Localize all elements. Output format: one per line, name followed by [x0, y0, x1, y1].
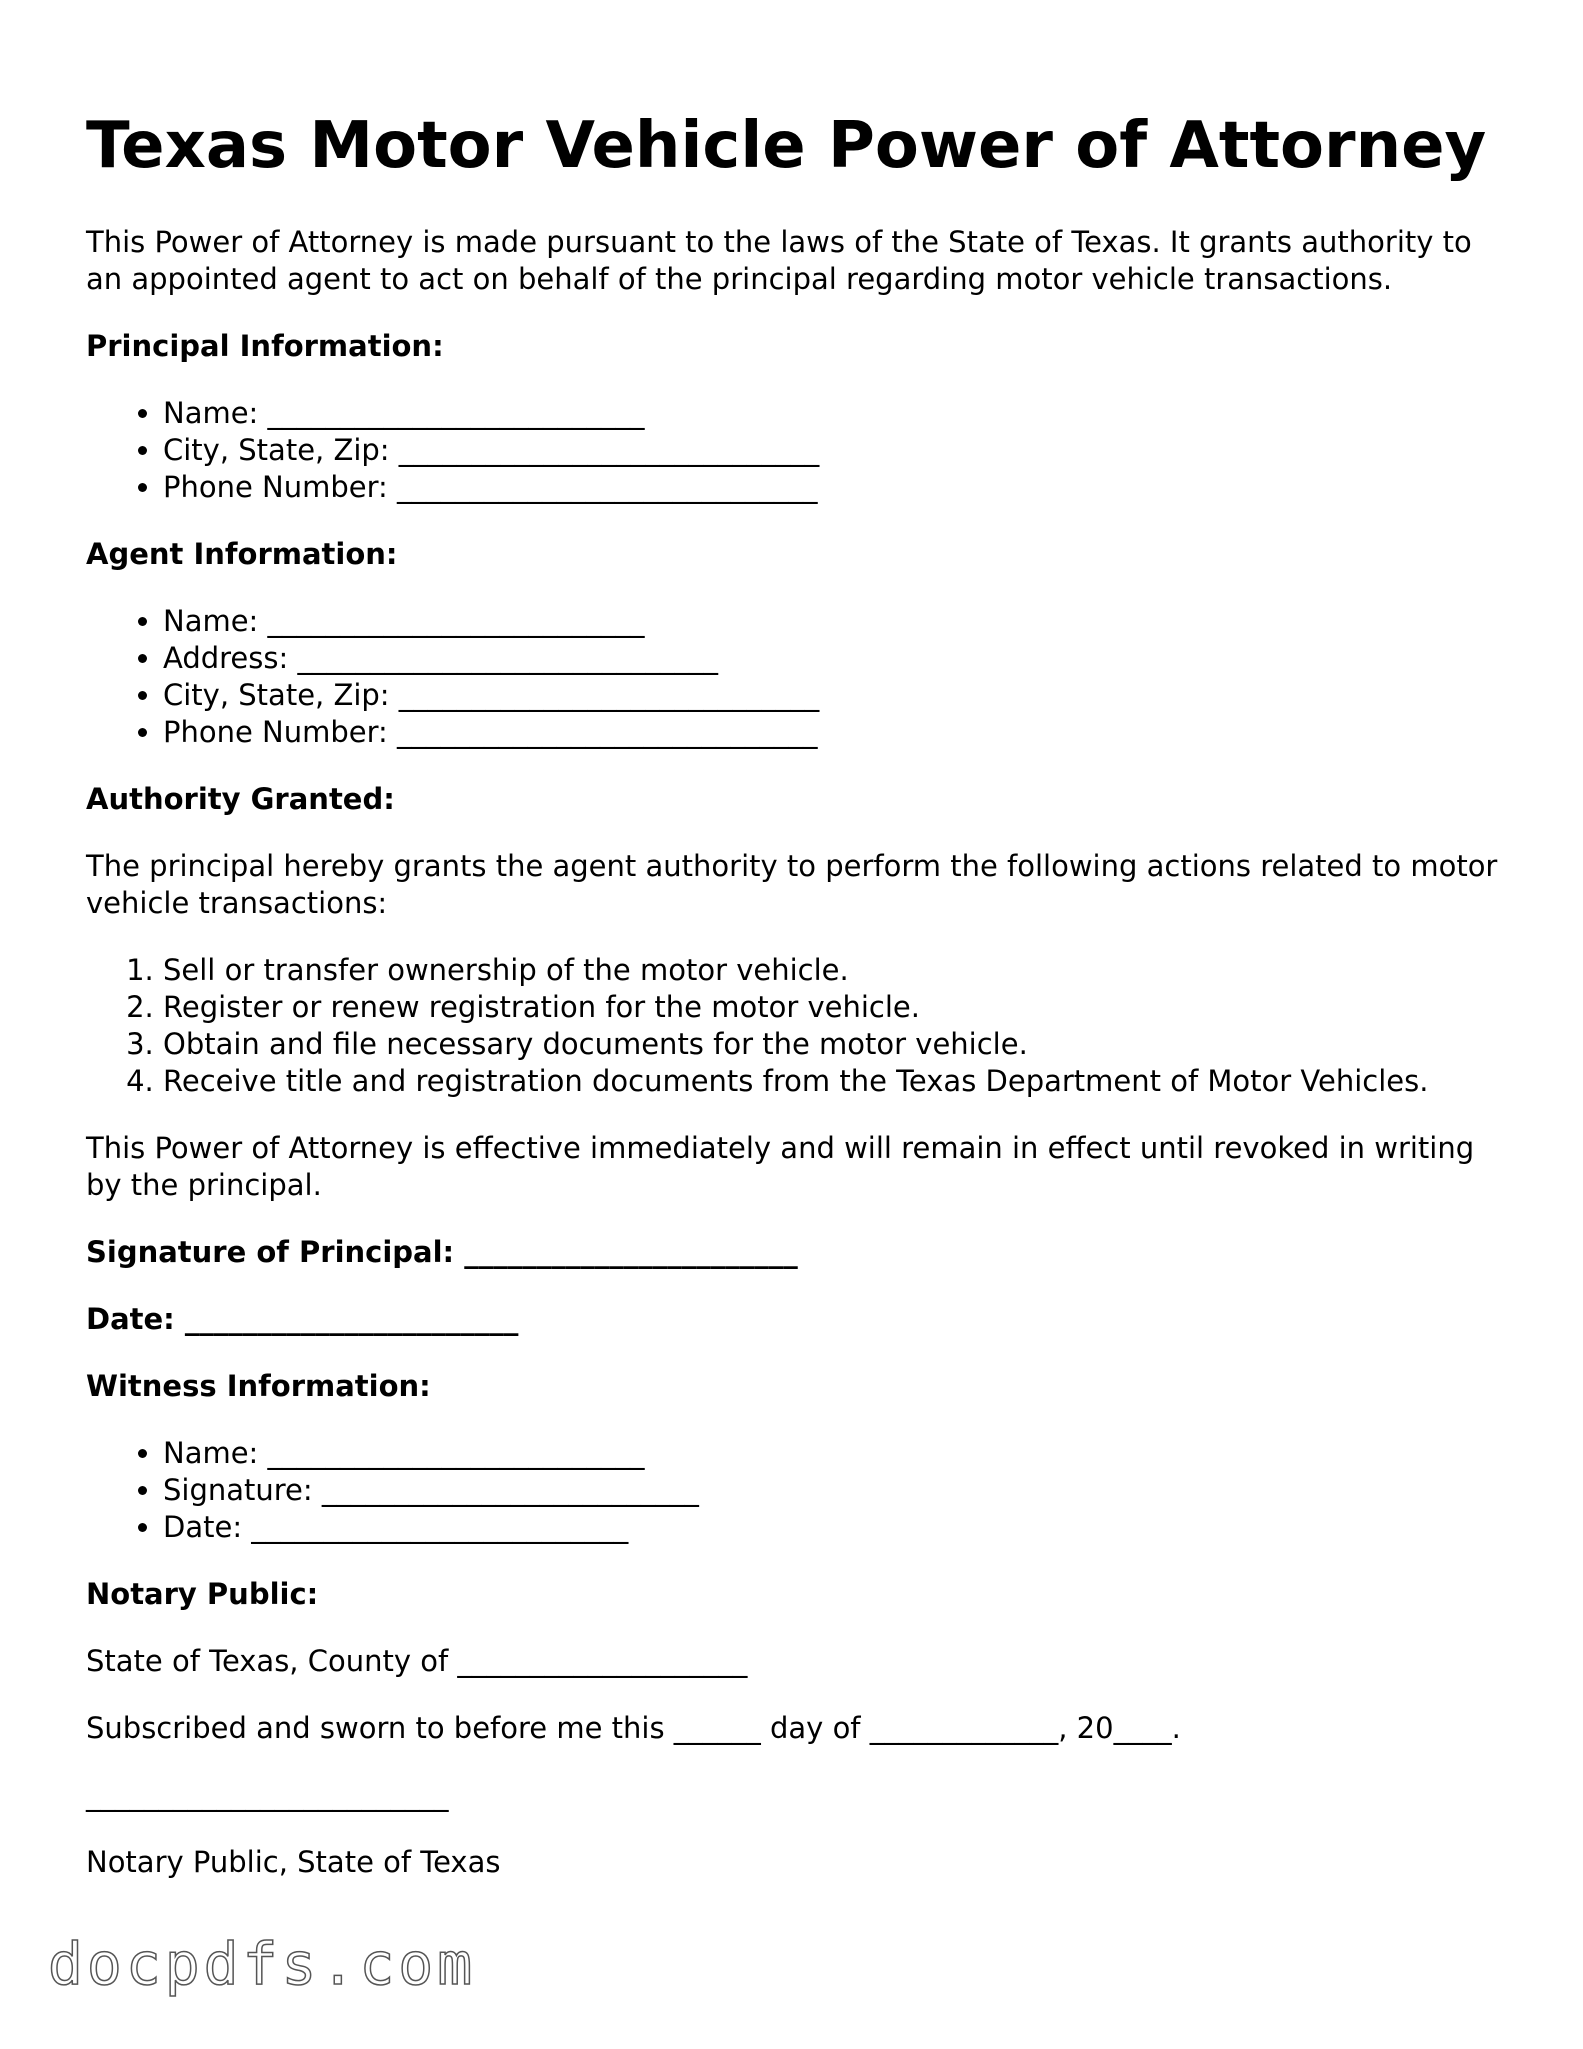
agent-heading: Agent Information: — [86, 536, 398, 571]
authority-heading: Authority Granted: — [86, 781, 395, 816]
principal-phone-field[interactable]: • Phone Number: _____________________________ — [163, 469, 1506, 506]
witness-list — [86, 1435, 1506, 1546]
principal-signature-row — [86, 1234, 1506, 1271]
signature-date-label: Date: — [86, 1301, 175, 1336]
witness-signature-field[interactable]: • Signature: __________________________ — [163, 1472, 1506, 1509]
signature-date-field[interactable]: _______________________ — [184, 1301, 519, 1336]
notary-sworn-field[interactable]: Subscribed and sworn to before me this ______ day of _____________, 20____. — [86, 1710, 1181, 1745]
agent-list — [86, 603, 1506, 751]
notary-county-field[interactable]: State of Texas, County of ____________________ — [86, 1643, 748, 1678]
list-item: 1. Sell or transfer ownership of the motor vehicle. — [163, 952, 1506, 989]
authority-list — [86, 952, 1506, 1100]
principal-heading: Principal Information: — [86, 328, 444, 363]
witness-heading: Witness Information: — [86, 1368, 431, 1403]
intro-paragraph: This Power of Attorney is made pursuant to the laws of the State of Texas. It grants authority to an appointed agent to act on behalf of the principal regarding motor vehicle transactions. — [86, 224, 1472, 296]
principal-city-field[interactable]: • City, State, Zip: _____________________________ — [163, 432, 1506, 469]
agent-name-field[interactable]: • Name: __________________________ — [163, 603, 1506, 640]
notary-caption: Notary Public, State of Texas — [86, 1844, 501, 1879]
notary-signature-field[interactable]: _________________________ — [86, 1777, 449, 1812]
authority-intro: The principal hereby grants the agent authority to perform the following actions related to motor vehicle transactions: — [86, 848, 1498, 920]
agent-address-field[interactable]: • Address: _____________________________ — [163, 640, 1506, 677]
principal-name-field[interactable]: • Name: __________________________ — [163, 395, 1506, 432]
watermark: docpdfs.com — [48, 1930, 477, 1998]
notary-heading: Notary Public: — [86, 1576, 319, 1611]
effective-paragraph: This Power of Attorney is effective immediately and will remain in effect until revoked in writing by the principal. — [86, 1130, 1475, 1202]
agent-phone-field[interactable]: • Phone Number: _____________________________ — [163, 714, 1506, 751]
principal-signature-field[interactable]: _______________________ — [464, 1234, 798, 1269]
principal-list — [86, 395, 1506, 506]
signature-date-row — [86, 1301, 1506, 1338]
list-item: 3. Obtain and file necessary documents for the motor vehicle. — [163, 1026, 1506, 1063]
list-item: 4. Receive title and registration documents from the Texas Department of Motor Vehicles. — [163, 1063, 1506, 1100]
document-title: Texas Motor Vehicle Power of Attorney — [86, 109, 1487, 183]
list-item: 2. Register or renew registration for the motor vehicle. — [163, 989, 1506, 1026]
witness-date-field[interactable]: • Date: __________________________ — [163, 1509, 1506, 1546]
principal-signature-label: Signature of Principal: — [86, 1234, 455, 1269]
document — [86, 110, 1506, 1911]
witness-name-field[interactable]: • Name: __________________________ — [163, 1435, 1506, 1472]
agent-city-field[interactable]: • City, State, Zip: _____________________________ — [163, 677, 1506, 714]
